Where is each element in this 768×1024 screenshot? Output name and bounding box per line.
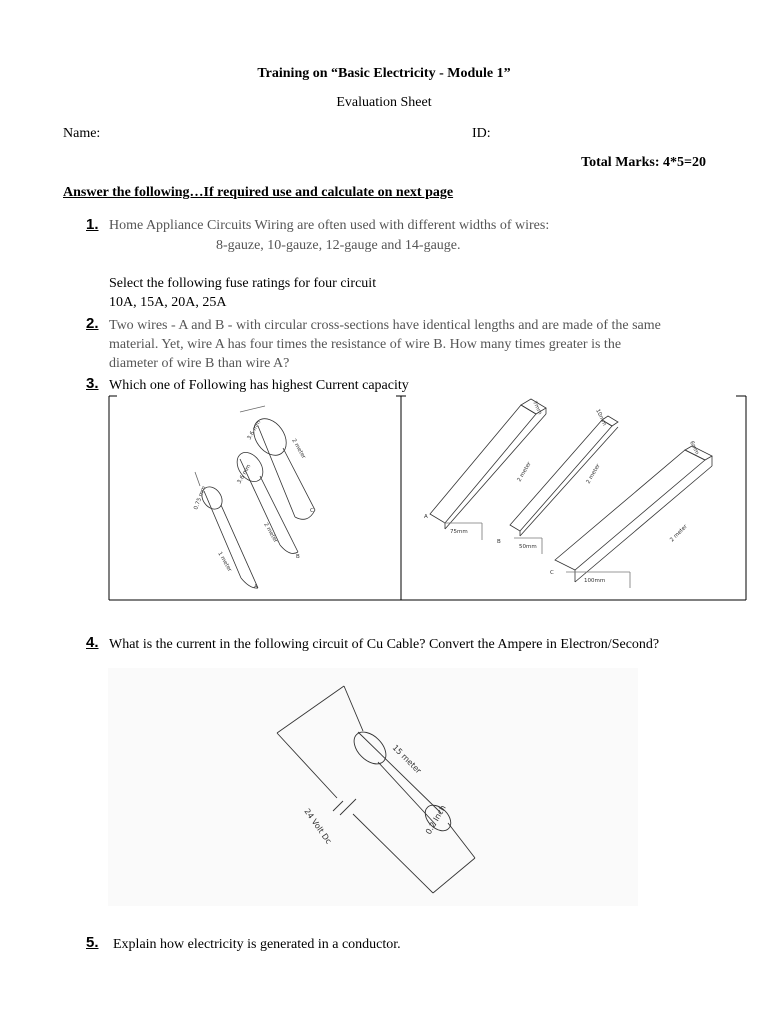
left-fig-label-4: 0.75 mm xyxy=(193,485,208,511)
question-5-number: 5. xyxy=(86,934,99,951)
right-bar-figure xyxy=(430,399,712,588)
question-3-text: Which one of Following has highest Current capacity xyxy=(109,378,409,393)
question-2-line3: diameter of wire B than wire A? xyxy=(109,356,290,371)
question-3-number: 3. xyxy=(86,375,99,392)
right-fig-label-4: 2 meter xyxy=(585,463,602,485)
voltage-label: 24 Volt Dc xyxy=(302,806,334,846)
bar-b xyxy=(510,416,618,536)
instruction: Answer the following…If required use and calculate on next page xyxy=(63,185,454,200)
question-3-figure xyxy=(100,392,760,606)
right-fig-label-5: 2 meter xyxy=(669,523,689,544)
left-fig-label-6: A xyxy=(254,584,258,590)
question-1-line1: Home Appliance Circuits Wiring are often used with different widths of wires: xyxy=(109,218,550,233)
left-fig-label-5: 1 meter xyxy=(216,551,233,573)
right-fig-label-10: 50mm xyxy=(519,544,537,550)
left-fig-label-3: 2 meter xyxy=(262,522,279,544)
question-1-line4: 10A, 15A, 20A, 25A xyxy=(109,295,227,310)
question-1-line2: 8-gauze, 10-gauze, 12-gauge and 14-gauge. xyxy=(216,238,461,253)
question-2-line1: Two wires - A and B - with circular cross-sections have identical lengths and are made of the same xyxy=(109,318,661,333)
right-fig-label-6: A xyxy=(424,514,428,520)
conductor-diameter-label: 0.2 Inch xyxy=(423,803,448,836)
question-1-line3: Select the following fuse ratings for four circuit xyxy=(109,276,377,291)
name-label: Name: xyxy=(63,126,101,141)
right-fig-label-1: 10mm xyxy=(594,408,608,427)
right-fig-label-8: C xyxy=(550,570,554,576)
left-fig-label-8: C xyxy=(310,508,314,514)
question-2-line2: material. Yet, wire A has four times the resistance of wire B. How many times greater is the xyxy=(109,337,622,352)
right-fig-label-11: 100mm xyxy=(584,578,606,584)
right-fig-label-7: B xyxy=(497,539,501,545)
page-subtitle: Evaluation Sheet xyxy=(336,95,432,110)
page-title: Training on “Basic Electricity - Module 1” xyxy=(257,66,511,81)
left-fig-label-0: 3.6 mm xyxy=(246,419,263,441)
right-fig-label-3: 2 meter xyxy=(516,461,533,483)
question-4-number: 4. xyxy=(86,634,99,651)
bar-c xyxy=(555,446,712,582)
question-5-text: Explain how electricity is generated in a conductor. xyxy=(113,937,401,952)
total-marks: Total Marks: 4*5=20 xyxy=(581,155,706,170)
left-fig-label-1: 2 meter xyxy=(290,438,307,460)
question-2-number: 2. xyxy=(86,315,99,332)
conductor-length-label: 15 meter xyxy=(390,743,423,776)
right-fig-label-9: 75mm xyxy=(450,529,468,535)
question-4-text: What is the current in the following circuit of Cu Cable? Convert the Ampere in Electron/Second? xyxy=(109,637,660,652)
id-label: ID: xyxy=(472,126,491,141)
question-4-circuit-figure xyxy=(108,668,638,906)
right-fig-label-0: 7mm xyxy=(531,400,543,416)
left-fig-label-2: 3.6 mm xyxy=(236,463,253,485)
question-1-number: 1. xyxy=(86,216,99,233)
right-fig-label-2: 6mm xyxy=(688,440,700,456)
left-fig-label-7: B xyxy=(296,554,300,560)
